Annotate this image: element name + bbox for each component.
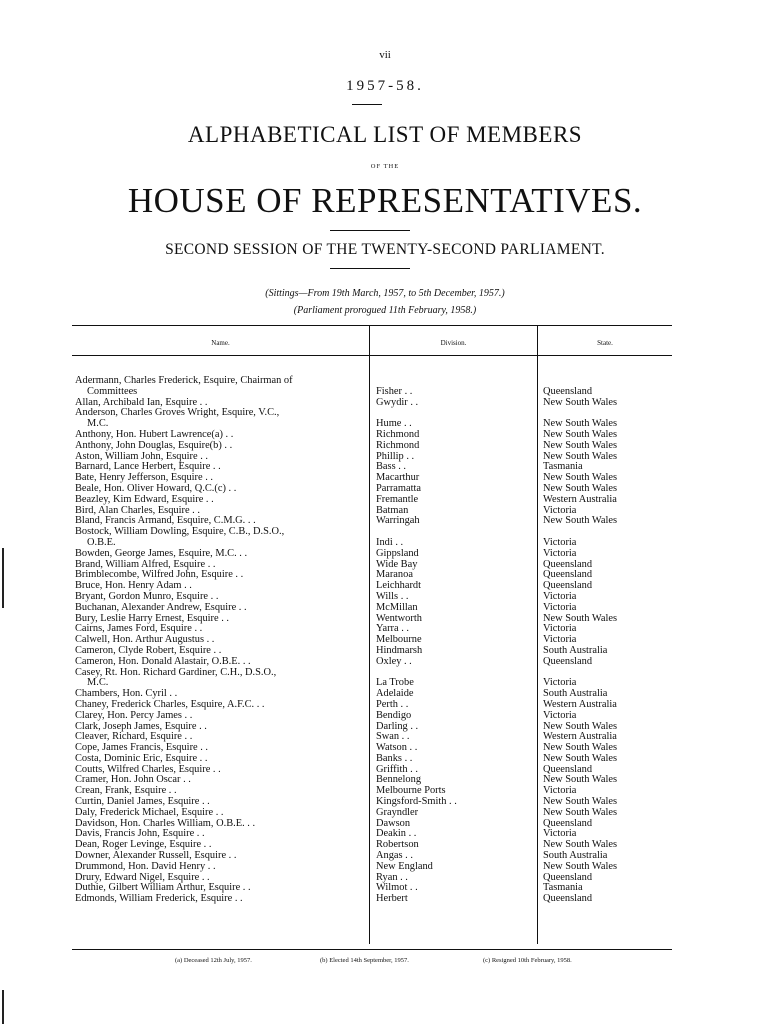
member-name-line: Duthie, Gilbert William Arthur, Esquire . . — [75, 882, 251, 894]
member-name-line: Coutts, Wilfred Charles, Esquire . . — [75, 763, 221, 775]
member-division: New England — [376, 860, 433, 872]
member-name-line: Allan, Archibald Ian, Esquire . . — [75, 396, 208, 408]
member-name-line: Bryant, Gordon Munro, Esquire . . — [75, 590, 219, 602]
member-division: Wilmot . . — [376, 882, 418, 894]
column-header-division: Division. — [440, 339, 467, 347]
footnote-rule — [72, 949, 672, 950]
table-row — [0, 549, 770, 560]
member-division: Watson . . — [376, 742, 418, 754]
member-state: New South Wales — [543, 450, 618, 462]
member-state: Victoria — [543, 590, 577, 602]
table-row — [0, 657, 770, 668]
member-state: Victoria — [543, 601, 577, 613]
member-state: New South Wales — [543, 612, 618, 624]
member-division: Leichhardt — [376, 580, 422, 592]
member-state: Victoria — [543, 785, 577, 797]
member-name-line: Downer, Alexander Russell, Esquire . . — [75, 850, 237, 862]
member-division: Richmond — [376, 428, 420, 440]
member-division: Warringah — [376, 515, 420, 527]
member-division: Richmond — [376, 439, 420, 451]
member-name-line: Crean, Frank, Esquire . . — [75, 785, 177, 797]
member-state: New South Wales — [543, 774, 618, 786]
member-state: Victoria — [543, 709, 577, 721]
member-name-line: Beazley, Kim Edward, Esquire . . — [75, 493, 214, 505]
footnote-c: (c) Resigned 10th February, 1958. — [483, 957, 572, 964]
member-division: Swan . . — [376, 731, 410, 743]
member-division: Parramatta — [376, 482, 422, 494]
member-division: La Trobe — [376, 677, 414, 689]
member-name-line: Bury, Leslie Harry Ernest, Esquire . . — [75, 612, 229, 624]
member-name-line: Davidson, Hon. Charles William, O.B.E. . . — [75, 817, 256, 829]
member-division: Batman — [376, 504, 409, 516]
divider — [330, 230, 410, 231]
member-name-line: Chambers, Hon. Cyril . . — [75, 688, 178, 700]
member-division: Indi . . — [376, 536, 404, 548]
member-state: New South Wales — [543, 752, 618, 764]
member-division: Hume . . — [376, 418, 412, 430]
table-row — [0, 894, 770, 905]
member-division: McMillan — [376, 601, 418, 613]
member-name — [75, 376, 365, 398]
member-state: Queensland — [543, 385, 593, 397]
table-row — [0, 495, 770, 506]
table-row — [0, 408, 770, 430]
scan-edge-mark — [2, 990, 4, 1024]
member-state: Victoria — [543, 623, 577, 635]
member-name-line: Bostock, William Dowling, Esquire, C.B., D.S.O., — [75, 526, 285, 538]
member-name-continuation: Committees — [87, 385, 138, 397]
member-name-line: Costa, Dominic Eric, Esquire . . — [75, 752, 208, 764]
member-name-line: Dean, Roger Levinge, Esquire . . — [75, 839, 212, 851]
member-state: New South Wales — [543, 742, 618, 754]
member-division: Gwydir . . — [376, 396, 419, 408]
member-state: South Australia — [543, 644, 608, 656]
member-name-line: Beale, Hon. Oliver Howard, Q.C.(c) . . — [75, 482, 237, 494]
member-name — [75, 894, 365, 905]
table-row — [0, 603, 770, 614]
member-state: Western Australia — [543, 698, 617, 710]
member-name-line: Anderson, Charles Groves Wright, Esquire, V.C., — [75, 407, 280, 419]
member-state: New South Wales — [543, 418, 618, 430]
member-division: Adelaide — [376, 688, 414, 700]
member-name-line: Cameron, Hon. Donald Alastair, O.B.E. . . — [75, 655, 251, 667]
member-state: New South Wales — [543, 439, 618, 451]
member-division: Fisher . . — [376, 385, 413, 397]
member-name — [75, 527, 365, 549]
member-name-continuation: M.C. — [87, 677, 109, 689]
member-name-line: Clark, Joseph James, Esquire . . — [75, 720, 207, 732]
member-name-line: Daly, Frederick Michael, Esquire . . — [75, 806, 224, 818]
member-name-line: Cramer, Hon. John Oscar . . — [75, 774, 191, 786]
year-heading: 1957-58. — [346, 78, 424, 94]
member-name-line: Clarey, Hon. Percy James . . — [75, 709, 193, 721]
member-division: Wide Bay — [376, 558, 418, 570]
member-name-line: Chaney, Frederick Charles, Esquire, A.F.C. . . — [75, 698, 265, 710]
member-name-line: Cleaver, Richard, Esquire . . — [75, 731, 193, 743]
member-name-line: Anthony, John Douglas, Esquire(b) . . — [75, 439, 233, 451]
member-division: Oxley . . — [376, 655, 412, 667]
member-state: Victoria — [543, 536, 577, 548]
member-name — [75, 549, 365, 560]
divider — [330, 268, 410, 269]
table-row — [0, 668, 770, 690]
page-subtitle: HOUSE OF REPRESENTATIVES. — [127, 181, 643, 220]
member-state: Queensland — [543, 817, 593, 829]
member-name — [75, 495, 365, 506]
member-state: New South Wales — [543, 806, 618, 818]
member-division: Herbert — [376, 893, 408, 905]
member-division: Angas . . — [376, 850, 413, 862]
member-division: Phillip . . — [376, 450, 415, 462]
member-state: New South Wales — [543, 720, 618, 732]
member-name-line: Bowden, George James, Esquire, M.C. . . — [75, 547, 248, 559]
member-state: New South Wales — [543, 515, 618, 527]
table-top-rule — [72, 325, 672, 326]
member-division: Gippsland — [376, 547, 419, 559]
member-state: New South Wales — [543, 396, 618, 408]
member-state: Victoria — [543, 547, 577, 559]
member-name-line: Brimblecombe, Wilfred John, Esquire . . — [75, 569, 244, 581]
member-division: Robertson — [376, 839, 419, 851]
member-name-line: Cairns, James Ford, Esquire . . — [75, 623, 203, 635]
member-division: Darling . . — [376, 720, 419, 732]
member-name-line: Edmonds, William Frederick, Esquire . . — [75, 893, 243, 905]
table-row — [0, 711, 770, 722]
member-division: Wentworth — [376, 612, 422, 624]
table-row — [0, 376, 770, 398]
member-division: Fremantle — [376, 493, 419, 505]
member-division: Perth . . — [376, 698, 409, 710]
member-name-continuation: M.C. — [87, 418, 109, 430]
member-state: South Australia — [543, 688, 608, 700]
member-name — [75, 668, 365, 690]
title-connector: OF THE — [370, 163, 400, 170]
member-division: Griffith . . — [376, 763, 418, 775]
member-division: Bass . . — [376, 461, 407, 473]
member-state: Queensland — [543, 558, 593, 570]
member-name-line: Calwell, Hon. Arthur Augustus . . — [75, 634, 215, 646]
member-state: New South Wales — [543, 839, 618, 851]
member-division: Melbourne Ports — [376, 785, 446, 797]
member-name-line: Davis, Francis John, Esquire . . — [75, 828, 205, 840]
member-name-line: Bate, Henry Jefferson, Esquire . . — [75, 472, 214, 484]
member-name-line: Buchanan, Alexander Andrew, Esquire . . — [75, 601, 247, 613]
member-name-line: Bruce, Hon. Henry Adam . . — [75, 580, 192, 592]
member-name-line: Cope, James Francis, Esquire . . — [75, 742, 209, 754]
member-state: Queensland — [543, 893, 593, 905]
member-name-line: Brand, William Alfred, Esquire . . — [75, 558, 216, 570]
member-name-line: Drummond, Hon. David Henry . . — [75, 860, 216, 872]
member-state: New South Wales — [543, 472, 618, 484]
member-division: Bendigo — [376, 709, 412, 721]
column-header-state: State. — [597, 339, 613, 347]
member-division: Wills . . — [376, 590, 409, 602]
member-state: Queensland — [543, 580, 593, 592]
member-division: Ryan . . — [376, 871, 408, 883]
member-name-line: Adermann, Charles Frederick, Esquire, Chairman of — [75, 375, 293, 386]
prorogued-note: (Parliament prorogued 11th February, 1958.) — [293, 305, 477, 316]
page-title: ALPHABETICAL LIST OF MEMBERS — [187, 122, 583, 147]
member-state: Queensland — [543, 871, 593, 883]
page-number: vii — [379, 49, 391, 61]
member-state: Victoria — [543, 828, 577, 840]
members-table — [0, 376, 770, 905]
member-division: Kingsford-Smith . . — [376, 796, 457, 808]
member-division: Bennelong — [376, 774, 422, 786]
divider — [352, 104, 382, 105]
member-name — [75, 657, 365, 668]
member-division: Maranoa — [376, 569, 413, 581]
member-name-line: Anthony, Hon. Hubert Lawrence(a) . . — [75, 428, 234, 440]
member-division: Banks . . — [376, 752, 413, 764]
member-state: Victoria — [543, 504, 577, 516]
member-state: Tasmania — [543, 882, 583, 894]
member-name-line: Drury, Edward Nigel, Esquire . . — [75, 871, 210, 883]
member-name-continuation: O.B.E. — [87, 536, 116, 548]
member-division: Grayndler — [376, 806, 419, 818]
member-division: Hindmarsh — [376, 644, 423, 656]
member-division: Yarra . . — [376, 623, 409, 635]
member-state: Victoria — [543, 677, 577, 689]
table-row — [0, 527, 770, 549]
member-name — [75, 408, 365, 430]
member-name-line: Casey, Rt. Hon. Richard Gardiner, C.H., D.S.O., — [75, 666, 277, 678]
footnote-b: (b) Elected 14th September, 1957. — [320, 957, 409, 964]
member-division: Melbourne — [376, 634, 422, 646]
header-rule — [72, 355, 672, 356]
session-heading: SECOND SESSION OF THE TWENTY-SECOND PARLIAMENT. — [165, 241, 605, 258]
member-name — [75, 441, 365, 452]
member-name-line: Barnard, Lance Herbert, Esquire . . — [75, 461, 221, 473]
member-name-line: Aston, William John, Esquire . . — [75, 450, 209, 462]
member-name-line: Cameron, Clyde Robert, Esquire . . — [75, 644, 222, 656]
member-state: New South Wales — [543, 428, 618, 440]
member-state: New South Wales — [543, 860, 618, 872]
column-header-name: Name. — [211, 339, 230, 347]
member-state: New South Wales — [543, 796, 618, 808]
member-name-line: Bland, Francis Armand, Esquire, C.M.G. . . — [75, 515, 256, 527]
member-state: Victoria — [543, 634, 577, 646]
member-division: Macarthur — [376, 472, 420, 484]
sittings-note: (Sittings—From 19th March, 1957, to 5th December, 1957.) — [265, 288, 505, 299]
footnote-a: (a) Deceased 12th July, 1957. — [175, 957, 252, 964]
member-division: Dawson — [376, 817, 411, 829]
member-division: Deakin . . — [376, 828, 417, 840]
member-state: New South Wales — [543, 482, 618, 494]
table-row — [0, 441, 770, 452]
member-state: Queensland — [543, 763, 593, 775]
member-state: South Australia — [543, 850, 608, 862]
member-name-line: Bird, Alan Charles, Esquire . . — [75, 504, 200, 516]
member-name — [75, 603, 365, 614]
member-state: Western Australia — [543, 493, 617, 505]
member-state: Tasmania — [543, 461, 583, 473]
member-state: Queensland — [543, 569, 593, 581]
member-state: Western Australia — [543, 731, 617, 743]
member-state: Queensland — [543, 655, 593, 667]
member-name — [75, 711, 365, 722]
member-name-line: Curtin, Daniel James, Esquire . . — [75, 796, 210, 808]
